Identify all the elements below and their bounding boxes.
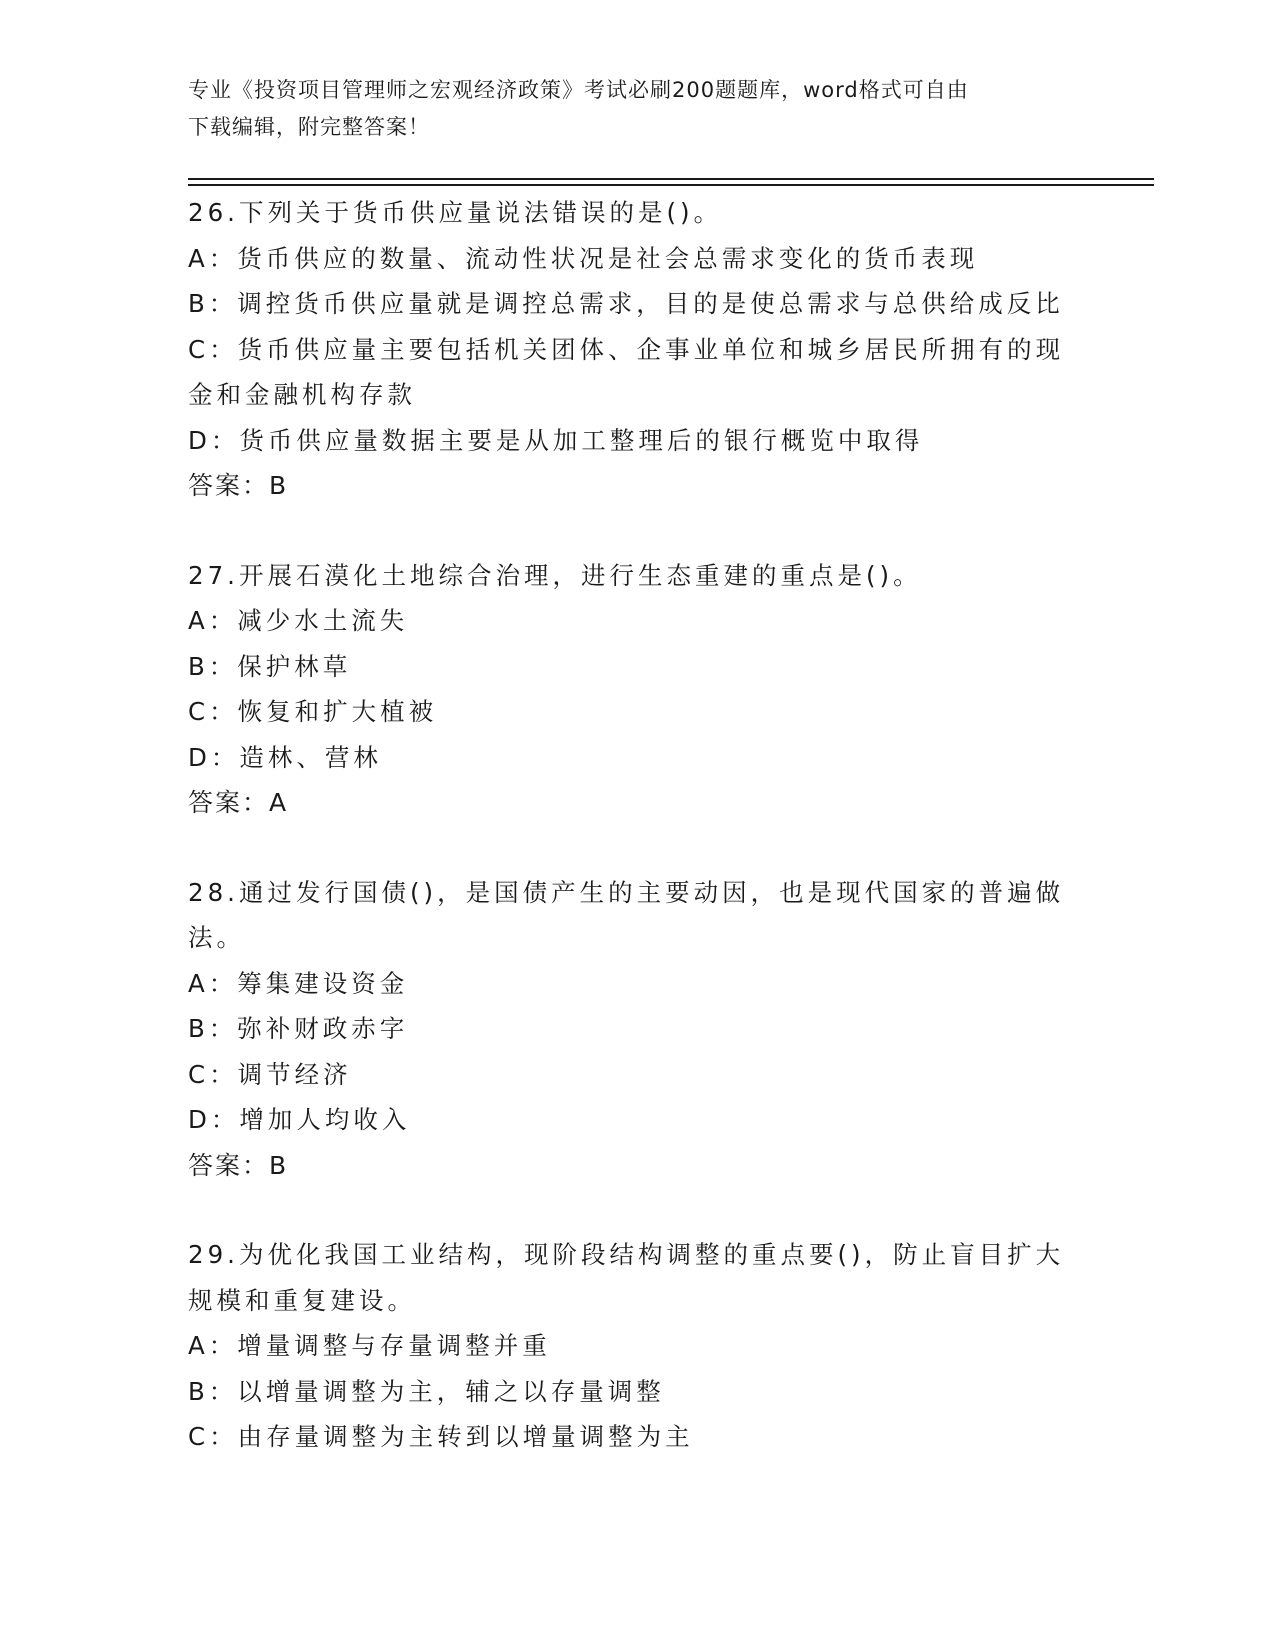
question-spacer <box>188 509 1078 553</box>
document-header <box>188 72 1068 146</box>
question-spacer <box>188 826 1078 870</box>
question-stem-line: 27.开展石漠化土地综合治理，进行生态重建的重点是()。 <box>188 560 922 590</box>
option-line: D：增加人均收入 <box>188 1105 411 1134</box>
header-divider-top <box>188 178 1154 180</box>
option-line: D：货币供应量数据主要是从加工整理后的银行概览中取得 <box>188 425 924 455</box>
question-stem-line: 26.下列关于货币供应量说法错误的是()。 <box>188 198 723 227</box>
option-line: C：由存量调整为主转到以增量调整为主 <box>188 1422 694 1451</box>
question-block <box>188 870 1078 1189</box>
question-stem-line: 29.为优化我国工业结构，现阶段结构调整的重点要()，防止盲目扩大 <box>188 1240 1065 1269</box>
option-line: C：货币供应量主要包括机关团体、企事业单位和城乡居民所拥有的现 <box>188 334 1065 364</box>
header-line-1: 专业《投资项目管理师之宏观经济政策》考试必刷200题题库，word格式可自由 <box>188 78 969 102</box>
option-line: B：弥补财政赤字 <box>188 1014 409 1043</box>
answer-line: 答案：A <box>188 788 289 817</box>
header-divider-bottom <box>188 184 1154 186</box>
question-block <box>188 553 1078 826</box>
question-stem-line: 规模和重复建设。 <box>188 1285 416 1315</box>
answer-line: 答案：B <box>188 1150 289 1180</box>
question-stem-line: 法。 <box>188 923 245 952</box>
question-block <box>188 190 1078 509</box>
question-block <box>188 1232 1078 1460</box>
question-list <box>188 190 1078 1460</box>
option-line: B：保护林草 <box>188 651 352 681</box>
option-line: C：调节经济 <box>188 1059 352 1089</box>
option-line: B：以增量调整为主，辅之以存量调整 <box>188 1376 665 1406</box>
option-line: C：恢复和扩大植被 <box>188 697 438 726</box>
question-spacer <box>188 1188 1078 1232</box>
option-line: D：造林、营林 <box>188 742 382 772</box>
option-line: 金和金融机构存款 <box>188 380 416 409</box>
option-line: A：筹集建设资金 <box>188 968 409 998</box>
option-line: B：调控货币供应量就是调控总需求，目的是使总需求与总供给成反比 <box>188 289 1064 318</box>
option-line: A：增量调整与存量调整并重 <box>188 1331 551 1360</box>
header-line-2: 下载编辑，附完整答案！ <box>188 115 430 139</box>
option-line: A：货币供应的数量、流动性状况是社会总需求变化的货币表现 <box>188 243 979 273</box>
option-line: A：减少水土流失 <box>188 606 409 635</box>
question-stem-line: 28.通过发行国债()，是国债产生的主要动因，也是现代国家的普遍做 <box>188 877 1065 907</box>
answer-line: 答案：B <box>188 471 289 500</box>
